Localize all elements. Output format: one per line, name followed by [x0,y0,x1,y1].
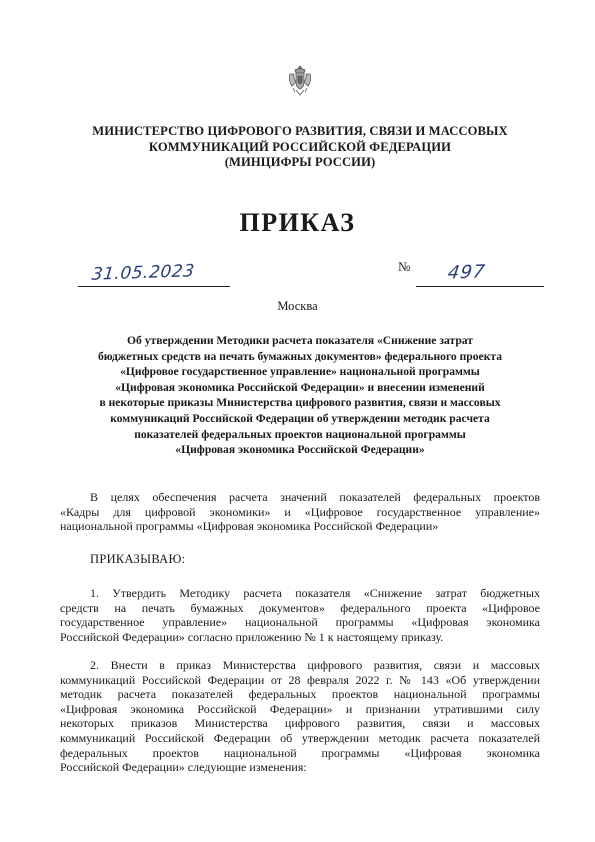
number-underline [416,286,544,287]
order-item-2 [60,658,540,775]
item-line: 1. Утвердить Методику расчета показателя «Снижение затрат бюджетных [90,586,540,600]
item-line: «Цифровая экономика Российской Федерации» и признании утратившими силу [60,701,540,716]
subject-line: «Цифровая экономика Российской Федерации» [175,443,425,457]
handwritten-number: 497 [446,261,487,284]
city-name: Москва [277,299,318,313]
order-word: ПРИКАЗЫВАЮ: [90,552,186,566]
coat-of-arms-icon [287,64,313,98]
subject-line: Об утверждении Методики расчета показателя «Снижение затрат [127,334,473,347]
subject-line: коммуникаций Российской Федерации об утверждении методик расчета [110,411,490,425]
ministry-line: КОММУНИКАЦИЙ РОССИЙСКОЙ ФЕДЕРАЦИИ [148,139,452,154]
preamble-line: «Кадры для цифровой экономики» и «Цифровое государственное управление» [60,504,540,519]
preamble-paragraph [60,490,540,534]
order-subject [60,333,540,458]
ministry-header [60,124,540,171]
item-line: государственное управление» национальной программы «Цифровая экономика [60,615,540,630]
document-title: ПРИКАЗ [239,208,356,237]
handwritten-date: 31.05.2023 [90,261,196,285]
item-line: коммуникаций Российской Федерации об утверждении методик расчета показателей [60,730,540,745]
preamble-line: национальной программы «Цифровая экономика Российской Федерации» [60,519,439,533]
preamble-line: В целях обеспечения расчета значений показателей федеральных проектов [90,490,540,504]
item-line: федеральных проектов национальной программы «Цифровая экономика [60,745,540,760]
subject-line: «Цифровая экономика Российской Федерации» и внесении изменений [115,380,485,394]
item-line: 2. Внести в приказ Министерства цифрового развития, связи и массовых [90,658,540,672]
order-item-1 [60,586,540,644]
item-line: некоторых приказов Министерства цифрового развития, связи и массовых [60,716,540,731]
date-underline [78,286,230,287]
item-line: Российской Федерации» следующие изменения: [60,760,307,775]
subject-line: «Цифровое государственное управление» национальной программы [120,365,480,379]
item-line: методик расчета показателей федеральных проектов национальной программы [60,687,540,702]
item-line: коммуникаций Российской Федерации от 28 февраля 2022 г. № 143 «Об утверждении [60,672,540,687]
subject-line: в некоторые приказы Министерства цифрового развития, связи и массовых [99,396,501,410]
item-line: средств на печать бумажных документов» федерального проекта «Цифровое [60,600,540,615]
subject-line: показателей федеральных проектов национальной программы [134,427,466,441]
subject-line: бюджетных средств на печать бумажных документов» федерального проекта [97,349,503,363]
ministry-line: (МИНЦИФРЫ РОССИИ) [224,155,376,169]
ministry-line: МИНИСТЕРСТВО ЦИФРОВОГО РАЗВИТИЯ, СВЯЗИ И МАССОВЫХ [92,124,508,138]
item-line: Российской Федерации» согласно приложению № 1 к настоящему приказу. [60,629,444,644]
number-sign: № [398,259,411,274]
